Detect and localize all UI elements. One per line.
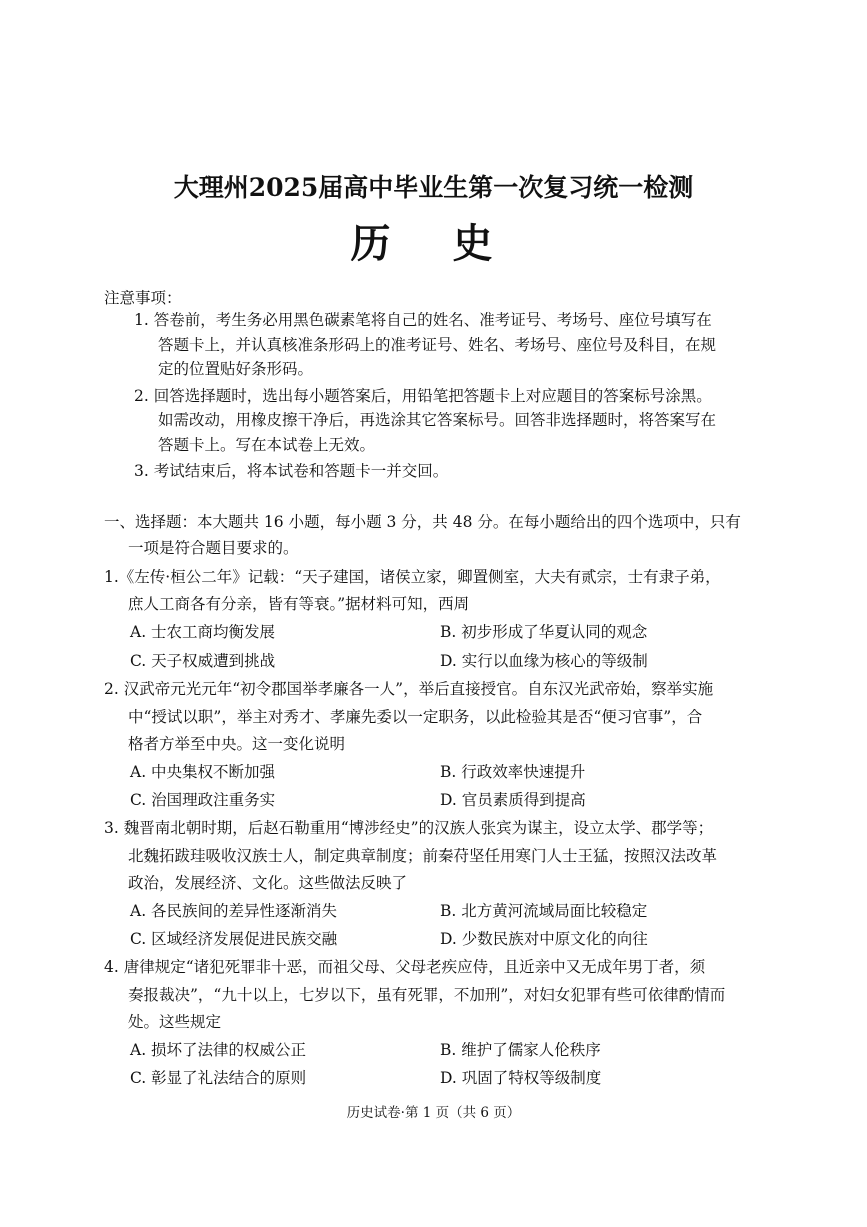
question-3-option-d: D. 少数民族对中原文化的向往 xyxy=(440,930,648,948)
question-3-stem-line-2: 北魏拓跋珪吸收汉族士人，制定典章制度；前秦苻坚任用寒门人士王猛，按照汉法改革 xyxy=(128,847,718,865)
notice-item-2-line-1: 2. 回答选择题时，选出每小题答案后，用铅笔把答题卡上对应题目的答案标号涂黑。 xyxy=(134,387,712,405)
question-2-option-d: D. 官员素质得到提高 xyxy=(440,791,586,809)
question-2-option-b: B. 行政效率快速提升 xyxy=(440,763,586,781)
question-3-option-b: B. 北方黄河流域局面比较稳定 xyxy=(440,902,648,920)
question-4-stem-line-3: 处。这些规定 xyxy=(128,1013,222,1031)
question-1-option-b: B. 初步形成了华夏认同的观念 xyxy=(440,623,648,641)
question-4-option-b: B. 维护了儒家人伦秩序 xyxy=(440,1041,601,1059)
notice-item-3-line-1: 3. 考试结束后，将本试卷和答题卡一并交回。 xyxy=(134,462,449,480)
question-1-stem-line-1: 1.《左传·桓公二年》记载：“天子建国，诸侯立家，卿置侧室，大夫有贰宗，士有隶子弟， xyxy=(104,568,721,586)
question-4-option-c: C. 彰显了礼法结合的原则 xyxy=(130,1069,307,1087)
question-2-option-a: A. 中央集权不断加强 xyxy=(130,763,276,781)
question-2-stem-line-3: 格者方举至中央。这一变化说明 xyxy=(128,735,346,753)
question-1-option-d: D. 实行以血缘为核心的等级制 xyxy=(440,652,648,670)
subject-title: 历 史 xyxy=(350,220,517,267)
question-1-option-c: C. 天子权威遭到挑战 xyxy=(130,652,276,670)
question-3-stem-line-3: 政治，发展经济、文化。这些做法反映了 xyxy=(128,874,408,892)
question-4-stem-line-2: 奏报裁决”，“九十以上，七岁以下，虽有死罪，不加刑”，对妇女犯罪有些可依律酌情而 xyxy=(128,986,726,1004)
question-2-option-c: C. 治国理政注重务实 xyxy=(130,791,276,809)
section-heading-line-1: 一、选择题：本大题共 16 小题，每小题 3 分，共 48 分。在每小题给出的四个选项中，只有 xyxy=(104,513,741,531)
page-footer: 历史试卷·第 1 页（共 6 页） xyxy=(346,1105,521,1121)
section-heading-line-2: 一项是符合题目要求的。 xyxy=(128,539,299,557)
notice-item-1-line-3: 定的位置贴好条形码。 xyxy=(158,360,314,378)
question-4-option-a: A. 损坏了法律的权威公正 xyxy=(130,1041,307,1059)
question-2-stem-line-2: 中“授试以职”，举主对秀才、孝廉先委以一定职务，以此检验其是否“便习官事”，合 xyxy=(128,708,703,726)
notice-item-2-line-2: 如需改动，用橡皮擦干净后，再选涂其它答案标号。回答非选择题时，将答案写在 xyxy=(158,411,717,429)
question-4-option-d: D. 巩固了特权等级制度 xyxy=(440,1069,602,1087)
question-3-stem-line-1: 3. 魏晋南北朝时期，后赵石勒重用“博涉经史”的汉族人张宾为谋主，设立太学、郡学等； xyxy=(104,819,714,837)
notice-item-1-line-1: 1. 答卷前，考生务必用黑色碳素笔将自己的姓名、准考证号、考场号、座位号填写在 xyxy=(134,311,712,329)
question-1-option-a: A. 士农工商均衡发展 xyxy=(130,623,276,641)
question-2-stem-line-1: 2. 汉武帝元光元年“初令郡国举孝廉各一人”，举后直接授官。自东汉光武帝始，察举实施 xyxy=(104,680,714,698)
notice-item-2-line-3: 答题卡上。写在本试卷上无效。 xyxy=(158,436,376,454)
question-1-stem-line-2: 庶人工商各有分亲，皆有等衰。”据材料可知，西周 xyxy=(128,595,470,613)
question-3-option-a: A. 各民族间的差异性逐渐消失 xyxy=(130,902,338,920)
question-4-stem-line-1: 4. 唐律规定“诸犯死罪非十恶，而祖父母、父母老疾应侍，且近亲中又无成年男丁者，须 xyxy=(104,958,706,976)
notice-item-1-line-2: 答题卡上，并认真核准条形码上的准考证号、姓名、考场号、座位号及科目，在规 xyxy=(158,336,717,354)
notice-heading: 注意事项： xyxy=(104,289,182,307)
exam-title: 大理州2025届高中毕业生第一次复习统一检测 xyxy=(173,173,694,202)
question-3-option-c: C. 区域经济发展促进民族交融 xyxy=(130,930,338,948)
